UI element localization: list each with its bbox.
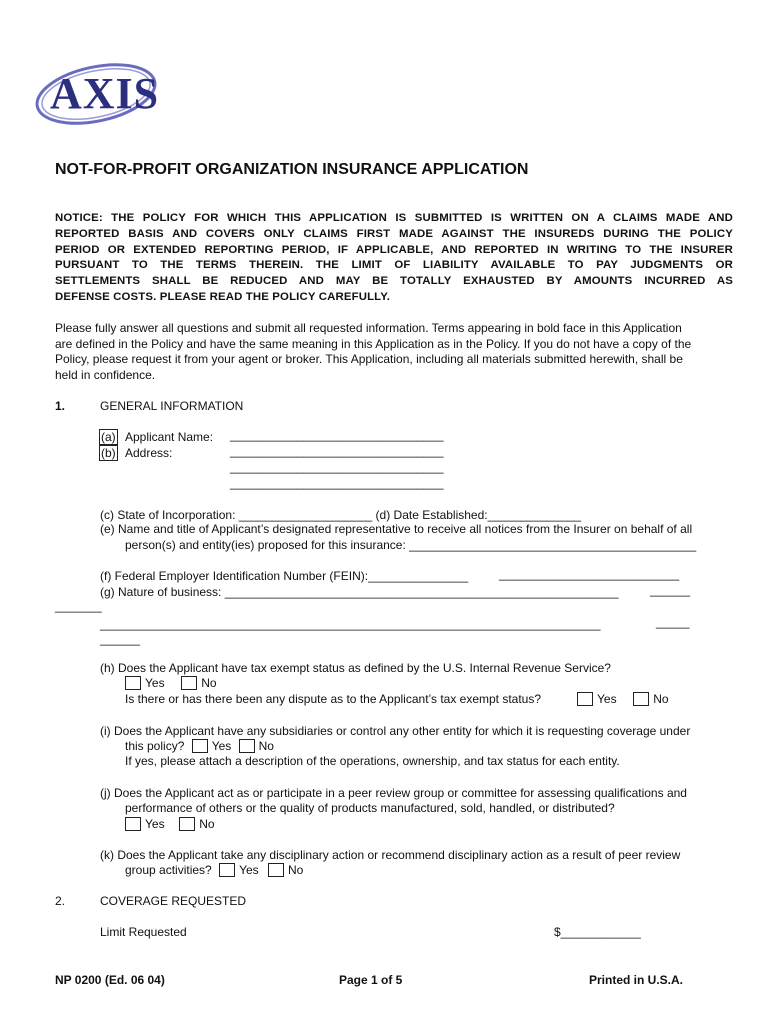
item-a-label: (a) [101, 430, 116, 444]
k-yes-checkbox[interactable] [219, 863, 235, 877]
printed-in: Printed in U.S.A. [589, 973, 684, 987]
question-i: (i) Does the Applicant have any subsidiaries or control any other entity for which it is requesting coverage under [100, 724, 691, 738]
applicant-name-label: Applicant Name: [125, 430, 214, 444]
question-k: (k) Does the Applicant take any disciplinary action or recommend disciplinary action as a result of peer review [100, 848, 681, 862]
intro-paragraph [55, 321, 735, 383]
address-label: Address: [125, 446, 173, 460]
notice-line: PERIOD OR EXTENDED REPORTING PERIOD, IF APPLICABLE, AND REPORTED IN WRITING TO THE INSURER [55, 243, 733, 256]
h-no-label: No [201, 676, 217, 690]
nature-of-business-wrap[interactable]: _______ [55, 599, 102, 613]
notice-line: REPORTED BASIS AND COVERS ONLY CLAIMS FIRST MADE AGAINST THE INSUREDS DURING THE POLICY [55, 227, 733, 240]
item-b-label: (b) [101, 446, 116, 460]
form-number: NP 0200 (Ed. 06 04) [55, 973, 165, 987]
question-j: (j) Does the Applicant act as or participate in a peer review group or committee for assessing qualifications and [100, 786, 687, 800]
section-1-heading: GENERAL INFORMATION [100, 399, 244, 413]
applicant-name-field[interactable]: ________________________________ [230, 428, 444, 442]
limit-requested-label: Limit Requested [100, 925, 187, 939]
fein-field-extension[interactable]: ___________________________ [499, 567, 680, 581]
fein-field[interactable]: (f) Federal Employer Identification Number (FEIN):_______________ [100, 569, 469, 583]
limit-requested-field[interactable]: $____________ [554, 925, 641, 939]
page-number: Page 1 of 5 [339, 973, 403, 987]
h-yes-checkbox[interactable] [125, 676, 141, 690]
intro-line: are defined in the Policy and have the same meaning in this Application as in the Policy. If you do not have a copy of the [55, 336, 692, 351]
question-i-cont: this policy? [125, 739, 185, 753]
h-yes-label: Yes [145, 676, 165, 690]
nature-of-business-field[interactable]: (g) Nature of business: ___________________________________________________________ [100, 585, 619, 599]
k-yes-label: Yes [239, 863, 259, 877]
axis-logo [30, 52, 165, 127]
nature-of-business-line-2[interactable]: ___________________________________________________________________________ [100, 617, 601, 631]
address-field-3[interactable]: ________________________________ [230, 476, 444, 490]
k-no-checkbox[interactable] [268, 863, 284, 877]
axis-logo-graphic [30, 52, 165, 127]
question-k-cont: group activities? [125, 863, 212, 877]
h-no-checkbox[interactable] [181, 676, 197, 690]
intro-line: held in confidence. [55, 367, 156, 382]
question-h-dispute: Is there or has there been any dispute as to the Applicant’s tax exempt status? [125, 692, 542, 706]
nature-of-business-tail[interactable]: ______ [650, 583, 691, 597]
notice-line: PURSUANT TO THE TERMS THEREIN. THE LIMIT OF LIABILITY AVAILABLE TO PAY JUDGMENTS OR [55, 259, 733, 272]
k-no-label: No [287, 863, 304, 877]
h-dispute-yes-label: Yes [597, 692, 617, 706]
representative-field[interactable]: person(s) and entity(ies) proposed for this insurance: ___________________________________________ [125, 538, 697, 552]
section-2-number: 2. [55, 894, 66, 908]
j-yes-checkbox[interactable] [125, 817, 141, 831]
j-no-checkbox[interactable] [179, 817, 195, 831]
page-title: NOT-FOR-PROFIT ORGANIZATION INSURANCE APPLICATION [55, 161, 529, 178]
question-h: (h) Does the Applicant have tax exempt status as defined by the U.S. Internal Revenue Service? [100, 661, 611, 675]
notice-line: DEFENSE COSTS. PLEASE READ THE POLICY CAREFULLY. [55, 290, 391, 303]
state-date-line[interactable]: (c) State of Incorporation: ____________________ (d) Date Established:______________ [100, 508, 582, 522]
intro-line: Please fully answer all questions and submit all requested information. Terms appearing in bold face in this Application [55, 321, 682, 335]
j-no-label: No [199, 817, 215, 831]
i-yes-checkbox[interactable] [192, 739, 208, 753]
question-j-cont: performance of others or the quality of products manufactured, sold, handled, or distributed? [125, 801, 615, 815]
i-no-checkbox[interactable] [239, 739, 255, 753]
question-i-instruction: If yes, please attach a description of the operations, ownership, and tax status for each entity. [125, 754, 620, 768]
svg-text:AXIS: AXIS [50, 69, 160, 118]
notice-block [55, 211, 733, 306]
address-field-2[interactable]: ________________________________ [230, 460, 444, 474]
j-yes-label: Yes [145, 817, 165, 831]
i-no-label: No [258, 739, 274, 753]
h-dispute-no-label: No [653, 692, 669, 706]
section-2-heading: COVERAGE REQUESTED [100, 894, 247, 908]
section-1-number: 1. [55, 399, 66, 413]
representative-line-1: (e) Name and title of Applicant’s designated representative to receive all notices from the Insurer on behalf of all [100, 522, 693, 536]
i-yes-label: Yes [211, 739, 232, 753]
nature-of-business-line-2-wrap[interactable]: ______ [100, 632, 141, 646]
notice-line: NOTICE: THE POLICY FOR WHICH THIS APPLICATION IS SUBMITTED IS WRITTEN ON A CLAIMS MADE AND [55, 212, 733, 224]
nature-of-business-line-2-tail[interactable]: _____ [656, 615, 690, 629]
h-dispute-yes-checkbox[interactable] [577, 692, 593, 706]
address-field-1[interactable]: ________________________________ [230, 444, 444, 458]
intro-line: Policy, please request it from your agent or broker. This Application, including all materials submitted herewith, shall be [55, 352, 683, 366]
h-dispute-no-checkbox[interactable] [633, 692, 649, 706]
notice-line: SETTLEMENTS SHALL BE REDUCED AND MAY BE TOTALLY EXHAUSTED BY AMOUNTS INCURRED AS [55, 275, 733, 288]
